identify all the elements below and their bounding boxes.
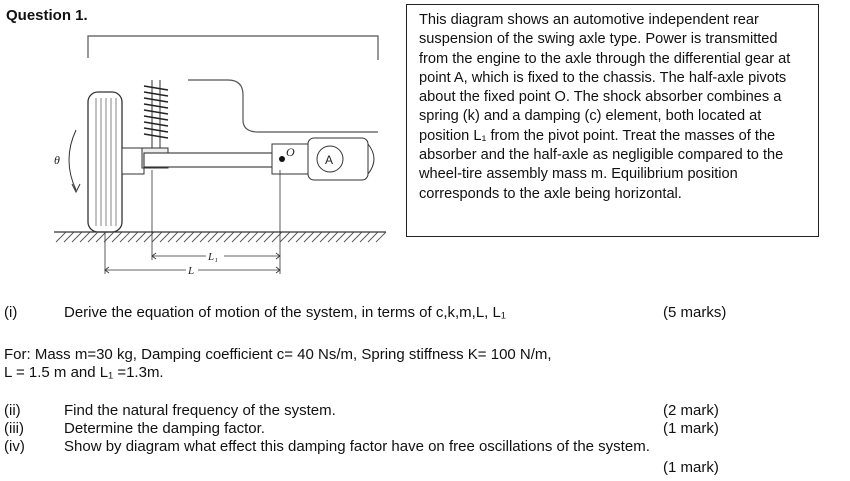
part-iii-number: (iii)	[4, 420, 24, 437]
suspension-diagram	[48, 20, 398, 275]
part-iv-marks: (1 mark)	[663, 459, 719, 476]
half-axle	[144, 153, 274, 167]
theta-arrow	[69, 130, 76, 190]
label-o: O	[286, 145, 295, 159]
wheel-hub	[122, 148, 144, 174]
part-iv-text: Show by diagram what effect this damping factor have on free oscillations of the system.	[64, 438, 650, 455]
part-iii-text: Determine the damping factor.	[64, 420, 265, 437]
label-l1: L₁	[208, 251, 218, 263]
description-box	[406, 4, 819, 237]
label-theta: θ	[54, 153, 60, 167]
part-i-text: Derive the equation of motion of the system, in terms of c,k,m,L, L₁	[64, 304, 506, 321]
given-line-2: L = 1.5 m and L₁ =1.3m.	[4, 364, 164, 381]
part-iv-number: (iv)	[4, 438, 25, 455]
spring-coil	[144, 86, 168, 138]
ground-hatch	[56, 232, 386, 242]
pivot-point-o	[279, 156, 285, 162]
chassis-arm	[188, 80, 378, 132]
part-ii-text: Find the natural frequency of the system.	[64, 402, 336, 419]
part-ii-marks: (2 mark)	[663, 402, 719, 419]
description-text: This diagram shows an automotive independent rear suspension of the swing axle type. Power is transmitted from the engine to the axle through the differential gear at point A, which is fixed to the chassis. The half-axle pivots about the fixed point O. The shock absorber combines a spring (k) and a damping (c) element, both located at position L₁ from the pivot point. Treat the masses of the absorber and the half-axle as negligible compared to the wheel-tire assembly mass m. Equilibrium position corresponds to the axle being horizontal.	[419, 12, 791, 202]
chassis-frame	[88, 36, 378, 60]
question-title: Question 1.	[6, 7, 88, 24]
part-ii-number: (ii)	[4, 402, 21, 419]
part-i-marks: (5 marks)	[663, 304, 727, 321]
wheel-tire	[88, 92, 122, 232]
part-iii-marks: (1 mark)	[663, 420, 719, 437]
label-a: A	[325, 153, 334, 167]
given-line-1: For: Mass m=30 kg, Damping coefficient c= 40 Ns/m, Spring stiffness K= 100 N/m,	[4, 346, 552, 363]
part-i-number: (i)	[4, 304, 18, 321]
label-l: L	[188, 265, 195, 275]
